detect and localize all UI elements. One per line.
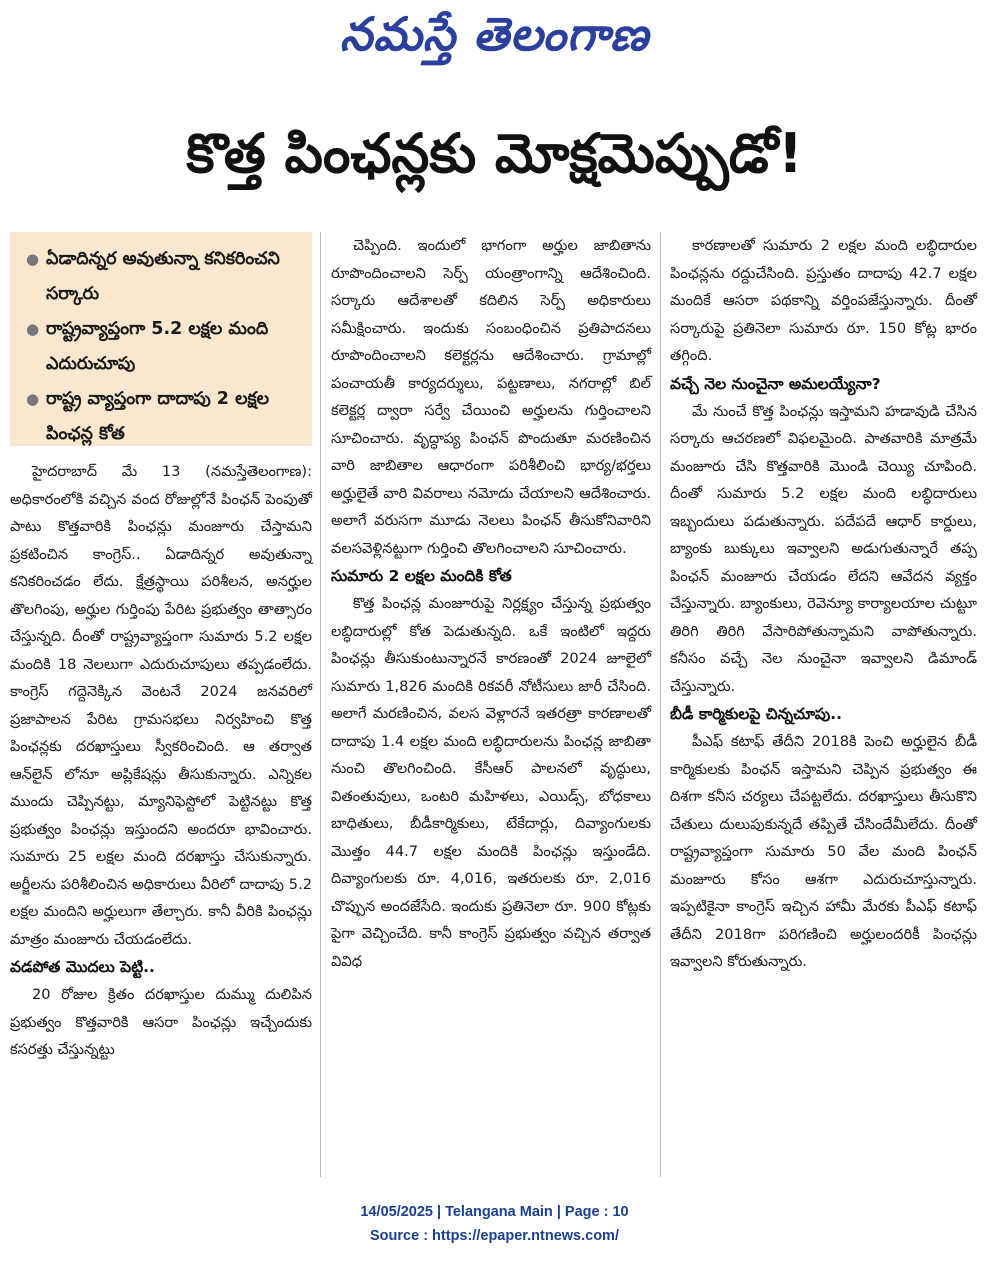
highlight-text: రాష్ట్రవ్యాప్తంగా 5.2 లక్షల మంది ఎదురుచూపు (46, 319, 269, 374)
column-divider (660, 232, 661, 1177)
highlight-text: రాష్ట్ర వ్యాప్తంగా దాదాపు 2 లక్షల పింఛన్ల కోత (46, 389, 270, 444)
article-paragraph: పీఎఫ్ కటాఫ్ తేదీని 2018కి పెంచి అర్హులైన బీడీ కార్మికులకు పింఛన్ ఇస్తామని చెప్పిన ప్రభుత్వం ఈ దిశగా కనీస చర్యలు చేపట్టలేదు. దరఖాస్తులు తీసుకొని చేతులు దులుపుకున్నదే తప్పితే చేసిందేమీలేదు. దీంతో రాష్ట్రవ్యాప్తంగా సుమారు 50 వేల మంది పింఛన్ మంజూరు కోసం ఆశగా ఎదురుచూస్తున్నారు. ఇప్పటికైనా కాంగ్రెస్ ఇచ్చిన హామీ మేరకు పీఎఫ్ కటాఫ్ తేదీని 2018గా పరిగణించి అర్హులందరికీ పింఛన్లు ఇవ్వాలని కోరుతున్నారు. (670, 733, 977, 970)
bullet-icon: ● (26, 250, 40, 268)
page-footer-source: Source : https://epaper.ntnews.com/ (370, 1228, 619, 1244)
subheading: సుమారు 2 లక్షల మందికి కోత (331, 567, 512, 585)
highlight-item (24, 242, 302, 312)
bullet-icon: ● (26, 320, 40, 338)
page-footer-date: 14/05/2025 | Telangana Main | Page : 10 (360, 1204, 629, 1220)
column-divider (320, 232, 321, 1177)
highlight-item (24, 382, 302, 452)
article-paragraph: కారణాలతో సుమారు 2 లక్షల మంది లబ్ధిదారుల పింఛన్లను రద్దుచేసింది. ప్రస్తుతం దాదాపు 42.7 లక్షల మందికే ఆసరా పథకాన్ని వర్తింపజేస్తున్నారు. దీంతో సర్కారుపై ప్రతినెలా సుమారు రూ. 150 కోట్ల భారం తగ్గింది. (670, 237, 977, 364)
highlights-box (10, 232, 312, 446)
article-headline: కొత్త పింఛన్లకు మోక్షమెప్పుడో! (186, 122, 803, 185)
article-column-3 (670, 232, 977, 976)
subheading: వడపోత మొదలు పెట్టి.. (10, 958, 155, 976)
article-paragraph: హైదరాబాద్ మే 13 (నమస్తేతెలంగాణ): అధికారంలోకి వచ్చిన వంద రోజుల్లోనే పింఛన్ పెంపుతో పాటు కొత్తవారికి పింఛన్లు మంజూరు చేస్తామని ప్రకటించిన కాంగ్రెస్.. ఏడాదిన్నర అవుతున్నా కనికరించడం లేదు. క్షేత్రస్థాయి పరిశీలన, అనర్హుల తొలగింపు, అర్హుల గుర్తింపు పేరిట ప్రభుత్వం తాత్సారం చేస్తున్నది. దీంతో రాష్ట్రవ్యాప్తంగా సుమారు 5.2 లక్షల మందికి 18 నెలలుగా ఎదురుచూపులు తప్పడంలేదు. కాంగ్రెస్ గద్దెనెక్కిన వెంటనే 2024 జనవరిలో ప్రజాపాలన పేరిట గ్రామసభలు నిర్వహించి కొత్త పింఛన్లకు దరఖాస్తులు స్వీకరించింది. ఆ తర్వాత ఆన్‌లైన్ లోనూ అప్లికేషన్లు తీసుకున్నారు. ఎన్నికల ముందు చెప్పినట్టు, మ్యానిఫెస్టోలో పెట్టినట్టు కొత్త ప్రభుత్వం పింఛన్లు ఇస్తుందని అందరూ భావించారు. సుమారు 25 లక్షల మంది దరఖాస్తు చేసుకున్నారు. అర్జీలను పరిశీలించిన అధికారులు వీరిలో దాదాపు 5.2 లక్షల మందిని అర్హులుగా తేల్చారు. కానీ వీరికి పింఛన్లు మాత్రం మంజూరు చేయడంలేదు. (10, 463, 312, 948)
article-paragraph: చెప్పింది. ఇందులో భాగంగా అర్హుల జాబితాను రూపొందించాలని సెర్ప్ యంత్రాంగాన్ని ఆదేశించింది. సర్కారు ఆదేశాలతో కదిలిన సెర్ప్ అధికారులు సమీక్షించారు. ఇందుకు సంబంధించిన ప్రతిపాదనలు రూపొందించాలని కలెక్టర్లను ఆదేశించారు. గ్రామాల్లో పంచాయతీ కార్యదర్శులు, పట్టణాలు, నగరాల్లో బిల్ కలెక్టర్ల ద్వారా సర్వే చేయించి అర్హులను గుర్తించాలని సూచించారు. వృద్ధాప్య పింఛన్ పొందుతూ మరణించిన వారి జాబితాల ఆధారంగా పరిశీలించి భార్య/భర్తలు అర్హులైతే వారి వివరాలు నమోదు చేయాలని ఆదేశించారు. అలాగే వరుసగా మూడు నెలలు పింఛన్ తీసుకోనివారిని వలసవెళ్లినట్టుగా గుర్తించి తొలగించాలని సూచించారు. (331, 237, 651, 557)
highlight-item (24, 312, 302, 382)
newspaper-masthead: నమస్తే తెలంగాణ (339, 7, 650, 61)
article-paragraph: మే నుంచే కొత్త పింఛన్లు ఇస్తామని హడావుడి చేసిన సర్కారు ఆచరణలో విఫలమైంది. పాతవారికి మాత్రమే మంజూరు చేసి కొత్తవారికి మొండి చెయ్యి చూపింది. దీంతో సుమారు 5.2 లక్షల మంది లబ్ధిదారులు ఇబ్బందులు పడుతున్నారు. పదేపదే ఆధార్ కార్డులు, బ్యాంకు బుక్కులు ఇవ్వాలని అడుగుతున్నారే తప్ప పింఛన్ మంజూరు చేయడం లేదని ఆవేదన వ్యక్తం చేస్తున్నారు. బ్యాంకులు, రెవెన్యూ కార్యాలయాల చుట్టూ తిరిగి తిరిగి వేసారిపోతున్నామని వాపోతున్నారు. కనీసం వచ్చే నెల నుంచైనా ఇవ్వాలని డిమాండ్ చేస్తున్నారు. (670, 402, 977, 695)
subheading: బీడీ కార్మికులపై చిన్నచూపు.. (670, 705, 843, 723)
article-column-2 (331, 232, 651, 975)
subheading: వచ్చే నెల నుంచైనా అమలయ్యేనా? (670, 374, 881, 393)
column-1-body (10, 458, 312, 1064)
bullet-icon: ● (26, 390, 40, 408)
highlight-text: ఏడాదిన్నర అవుతున్నా కనికరించని సర్కారు (46, 249, 280, 304)
article-paragraph: కొత్త పింఛన్ల మంజూరుపై నిర్లక్ష్యం చేస్తున్న ప్రభుత్వం లబ్ధిదారుల్లో కోత పెడుతున్నది. ఒకే ఇంటిలో ఇద్దరు పింఛన్లు తీసుకుంటున్నారనే కారణంతో 2024 జూలైలో సుమారు 1,826 మందికి రికవరీ నోటీసులు జారీ చేసింది. అలాగే మరణించిన, వలస వెళ్లారనే ఇతరత్రా కారణాలతో దాదాపు 1.4 లక్షల మంది లబ్ధిదారులను పింఛన్ల జాబితా నుంచి తొలగించింది. కేసీఆర్ పాలనలో వృద్ధులు, వితంతువులు, ఒంటరి మహిళలు, ఎయిడ్స్, బోధకాలు బాధితులు, బీడీకార్మికులు, టేకేదార్లు, దివ్యాంగులకు మొత్తం 44.7 లక్షల మందికి పింఛన్లు ఇస్తుండేది. దివ్యాంగులకు రూ. 4,016, ఇతరులకు రూ. 2,016 చొప్పున అందజేసేది. ఇందుకు ప్రతినెలా రూ. 900 కోట్లకు పైగా వెచ్చించేది. కానీ కాంగ్రెస్ ప్రభుత్వం వచ్చిన తర్వాత వివిధ (331, 595, 651, 970)
article-paragraph: 20 రోజుల క్రితం దరఖాస్తుల దుమ్ము దులిపిన ప్రభుత్వం కొత్తవారికి ఆసరా పింఛన్లు ఇచ్చేందుకు కసరత్తు చేస్తున్నట్టు (10, 986, 312, 1058)
